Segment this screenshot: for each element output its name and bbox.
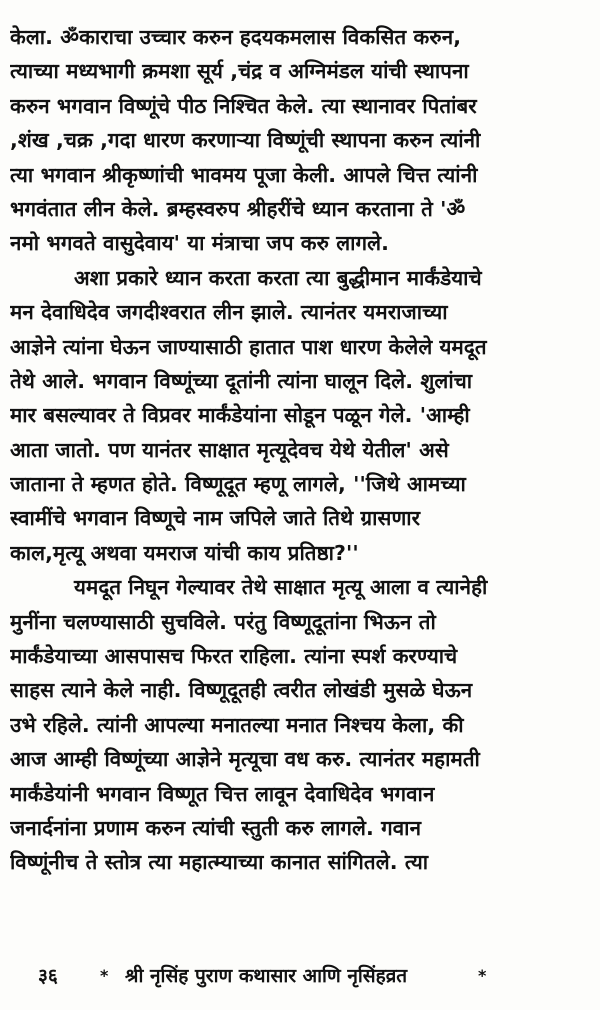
text-line: उभे रहिले. त्यांनी आपल्या मनातल्या मनात निश्चय केला, की — [10, 712, 464, 737]
text-line: मार बसल्यावर ते विप्रवर मार्कंडेयांना सोडून पळून गेले. 'आम्ही — [10, 403, 470, 428]
text-line: विष्णूंनीच ते स्तोत्र त्या महात्म्याच्या कानात सांगितले. त्या — [10, 850, 429, 875]
star-ornament-left: * — [100, 966, 109, 985]
running-title: श्री नृसिंह पुराण कथासार आणि नृसिंहव्रत — [125, 965, 408, 987]
text-line: नमो भगवते वासुदेवाय' या मंत्राचा जप करु लागले. — [10, 231, 390, 256]
text-line: भगवंतात लीन केले. ब्रम्हस्वरुप श्रीहरींचे ध्यान करताना ते 'ॐ — [10, 196, 466, 221]
text-line: साहस त्याने केले नाही. विष्णूदूतही त्वरीत लोखंडी मुसळे घेऊन — [10, 678, 473, 703]
body-text — [10, 20, 590, 880]
text-line: आज आम्ही विष्णूंच्या आज्ञेने मृत्यूचा वध करु. त्यानंतर महामती — [10, 747, 480, 772]
text-line: मार्कंडेयाच्या आसपासच फिरत राहिला. त्यांना स्पर्श करण्याचे — [10, 644, 458, 669]
text-line: काल,मृत्यू अथवा यमराज यांची काय प्रतिष्ठा?'' — [10, 540, 359, 565]
page-number: ३६ — [38, 965, 58, 987]
text-line: केला. ॐकाराचा उच्चार करुन हदयकमलास विकसित करुन, — [10, 25, 462, 49]
text-line: त्याच्या मध्यभागी क्रमशा सूर्य ,चंद्र व अग्निमंडल यांची स्थापना — [10, 59, 469, 84]
text-line: आज्ञेने त्यांना घेऊन जाण्यासाठी हातात पाश धारण केलेले यमदूत — [10, 334, 487, 359]
text-line: मन देवाधिदेव जगदीश्वरात लीन झाले. त्यानंतर यमराजाच्या — [10, 300, 448, 325]
text-line: मार्कंडेयांनी भगवान विष्णूत चित्त लावून देवाधिदेव भगवान — [10, 781, 435, 806]
text-line: जाताना ते म्हणत होते. विष्णूदूत म्हणू लागले, ''जिथे आमच्या — [10, 472, 466, 497]
star-ornament-right: * — [478, 966, 487, 985]
text-line: स्वामींचे भगवान विष्णूचे नाम जपिले जाते तिथे ग्रासणार — [10, 506, 421, 531]
page-footer — [0, 958, 600, 994]
paragraph-start-line: अशा प्रकारे ध्यान करता करता त्या बुद्धीमान मार्कंडेयाचे — [74, 265, 482, 290]
text-line: आता जातो. पण यानंतर साक्षात मृत्यूदेवच येथे येतील' असे — [10, 437, 449, 462]
text-line: जनार्दनांना प्रणाम करुन त्यांची स्तुती करु लागले. गवान — [10, 815, 422, 840]
paragraph-start-line: यमदूत निघून गेल्यावर तेथे साक्षात मृत्यू आला व त्यानेही — [74, 575, 488, 600]
text-line: त्या भगवान श्रीकृष्णांची भावमय पूजा केली. आपले चित्त त्यांनी — [10, 162, 478, 187]
text-line: करुन भगवान विष्णूंचे पीठ निश्चित केले. त्या स्थानावर पितांबर — [10, 93, 477, 118]
text-line: मुनींना चलण्यासाठी सुचविले. परंतु विष्णूदूतांना भिऊन तो — [10, 609, 436, 634]
text-line: तेथे आले. भगवान विष्णूंच्या दूतांनी त्यांना घालून दिले. शुलांचा — [10, 368, 473, 393]
text-line: ,शंख ,चक्र ,गदा धारण करणाऱ्या विष्णूंची स्थापना करुन त्यांनी — [10, 128, 481, 153]
